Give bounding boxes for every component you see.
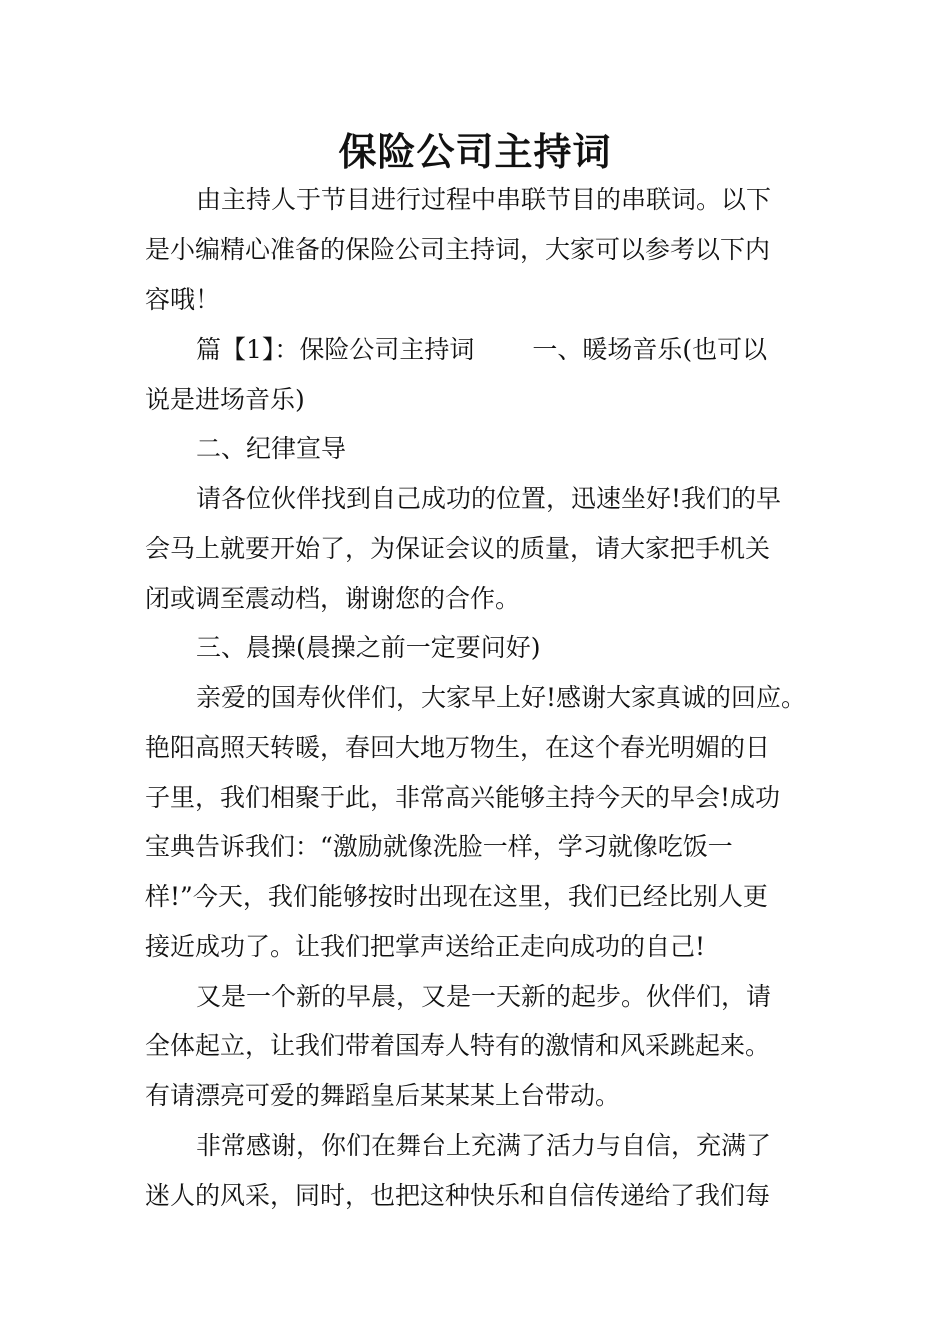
- document-title: 保险公司主持词: [338, 129, 612, 174]
- paragraph-line: 有请漂亮可爱的舞蹈皇后某某某上台带动。: [145, 1081, 621, 1110]
- section-heading: 二、纪律宣导: [196, 434, 347, 463]
- paragraph-line: 容哦！: [145, 285, 221, 314]
- paragraph-line: 宝典告诉我们：“激励就像洗脸一样，学习就像吃饭一: [145, 832, 733, 861]
- paragraph-line: 艳阳高照天转暖，春回大地万物生，在这个春光明媚的日: [145, 733, 771, 762]
- paragraph-line: 样!”今天，我们能够按时出现在这里，我们已经比别人更: [145, 882, 768, 911]
- paragraph-line: 子里，我们相聚于此，非常高兴能够主持今天的早会!成功: [145, 783, 781, 812]
- paragraph-line: 闭或调至震动档，谢谢您的合作。: [145, 584, 521, 613]
- paragraph-line: 篇【1】：保险公司主持词 一、暖场音乐(也可以: [196, 335, 768, 364]
- paragraph-line: 请各位伙伴找到自己成功的位置，迅速坐好!我们的早: [196, 484, 782, 513]
- paragraph-line: 说是进场音乐): [145, 385, 305, 414]
- paragraph-line: 是小编精心准备的保险公司主持词，大家可以参考以下内: [145, 235, 771, 264]
- section-heading: 三、晨操(晨操之前一定要问好): [196, 633, 541, 662]
- paragraph-line: 又是一个新的早晨，又是一天新的起步。伙伴们，请: [196, 982, 772, 1011]
- paragraph-line: 会马上就要开始了，为保证会议的质量，请大家把手机关: [145, 534, 771, 563]
- paragraph-line: 由主持人于节目进行过程中串联节目的串联词。以下: [196, 185, 772, 214]
- paragraph-line: 亲爱的国寿伙伴们，大家早上好!感谢大家真诚的回应。: [196, 683, 807, 712]
- paragraph-line: 迷人的风采，同时，也把这种快乐和自信传递给了我们每: [145, 1181, 771, 1210]
- paragraph-line: 接近成功了。让我们把掌声送给正走向成功的自己!: [145, 932, 706, 961]
- paragraph-line: 全体起立，让我们带着国寿人特有的激情和风采跳起来。: [145, 1031, 771, 1060]
- paragraph-line: 非常感谢，你们在舞台上充满了活力与自信，充满了: [196, 1131, 772, 1160]
